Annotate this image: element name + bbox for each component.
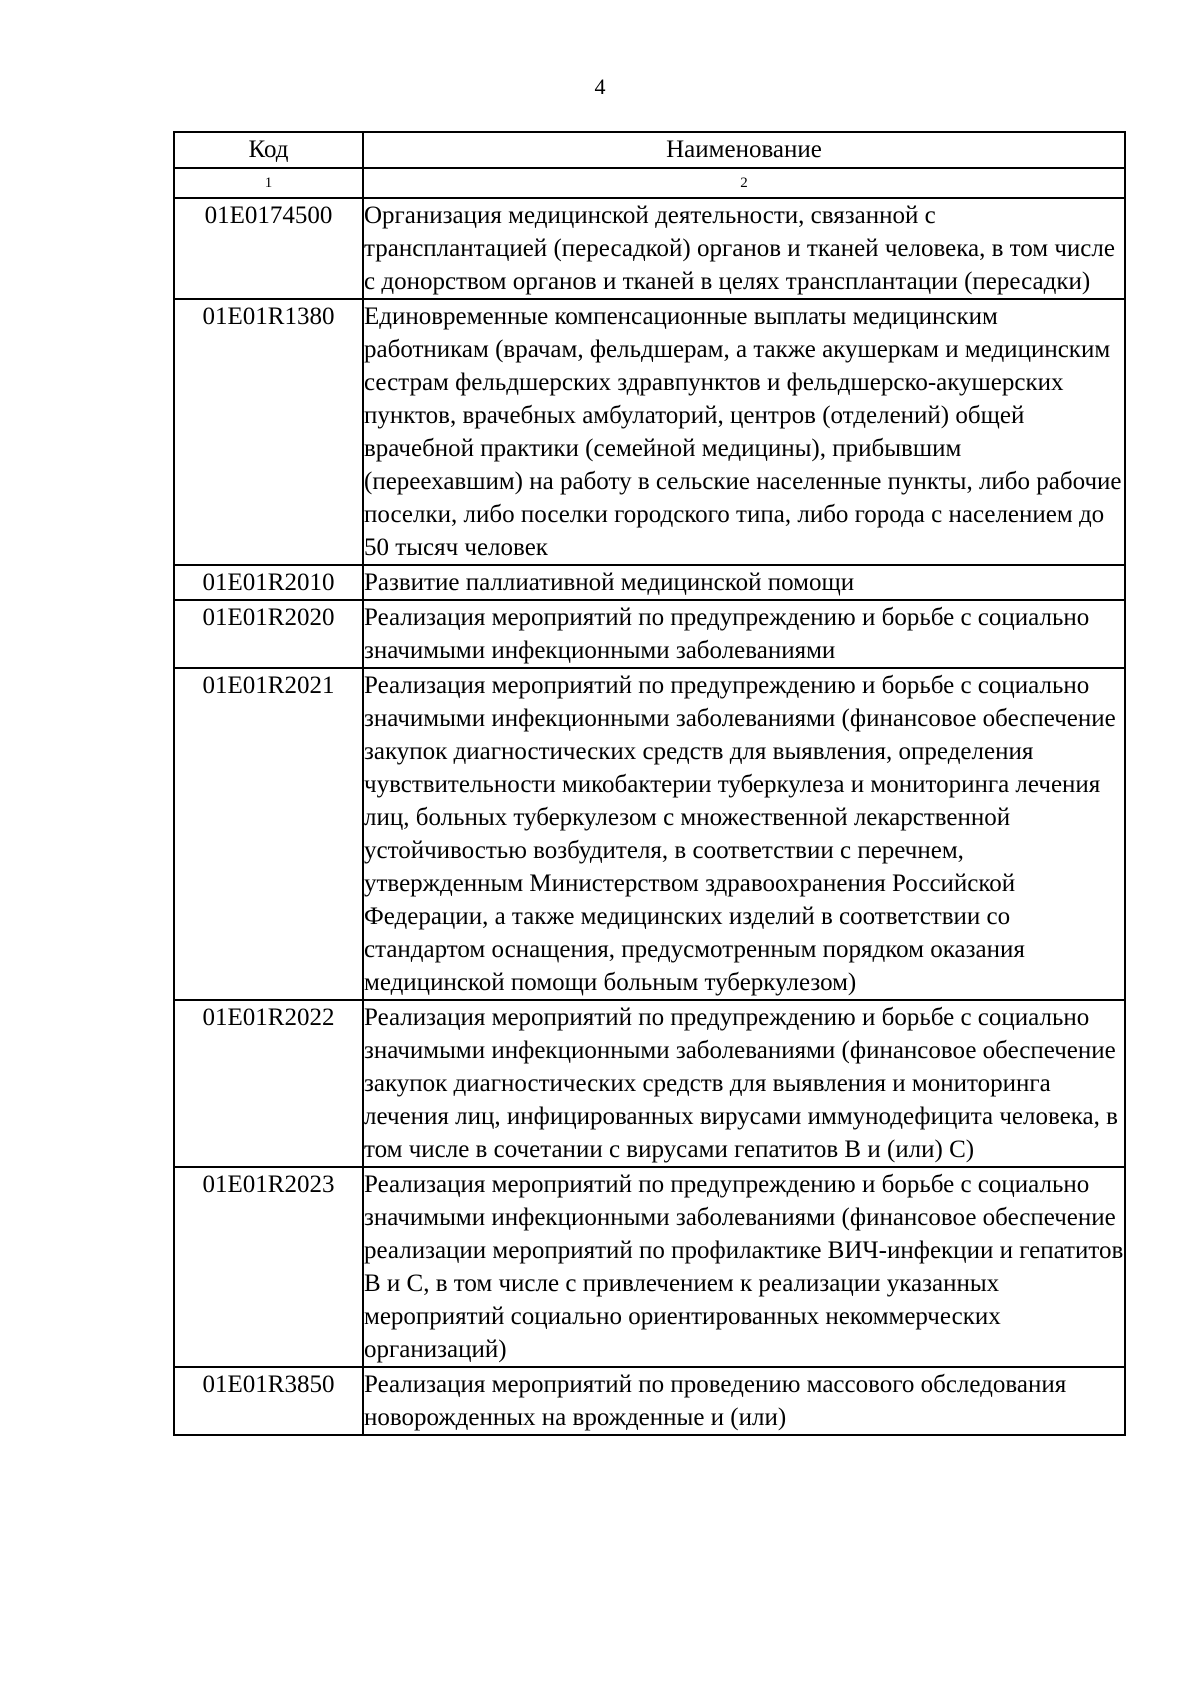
row-code: 01E01R2010 [174, 565, 363, 600]
table-row [174, 565, 1125, 600]
row-name: Реализация мероприятий по предупреждению и борьбе с социально значимыми инфекционными заболеваниями (финансовое обеспечение закупок диагностических средств для выявления и мониторинга лечения лиц, инфицированных вирусами иммунодефицита человека, в том числе в сочетании с вирусами гепатитов В и (или) С) [363, 1000, 1125, 1167]
header-name: Наименование [363, 132, 1125, 168]
page-number: 4 [594, 74, 606, 99]
table-row [174, 1167, 1125, 1367]
table-row [174, 299, 1125, 565]
row-code: 01E01R2020 [174, 600, 363, 668]
code-table [173, 131, 1126, 1436]
table-row [174, 600, 1125, 668]
row-name: Реализация мероприятий по проведению массового обследования новорожденных на врожденные и (или) [363, 1367, 1125, 1435]
header-code: Код [174, 132, 363, 168]
column-index-code: 1 [174, 168, 363, 198]
table-row [174, 668, 1125, 1000]
row-code: 01E01R2021 [174, 668, 363, 1000]
row-code: 01E01R3850 [174, 1367, 363, 1435]
table-row [174, 198, 1125, 299]
row-code: 01E01R1380 [174, 299, 363, 565]
column-index-row [174, 168, 1125, 198]
row-name: Реализация мероприятий по предупреждению и борьбе с социально значимыми инфекционными заболеваниями (финансовое обеспечение закупок диагностических средств для выявления, определения чувствительности микобактерии туберкулеза и мониторинга лечения лиц, больных туберкулезом с множественной лекарственной устойчивостью возбудителя, в соответствии с перечнем, утвержденным Министерством здравоохранения Российской Федерации, а также медицинских изделий в соответствии со стандартом оснащения, предусмотренным порядком оказания медицинской помощи больным туберкулезом) [363, 668, 1125, 1000]
row-code: 01E0174500 [174, 198, 363, 299]
header-row [174, 132, 1125, 168]
row-name: Реализация мероприятий по предупреждению и борьбе с социально значимыми инфекционными заболеваниями (финансовое обеспечение реализации мероприятий по профилактике ВИЧ-инфекции и гепатитов В и С, в том числе с привлечением к реализации указанных мероприятий социально ориентированных некоммерческих организаций) [363, 1167, 1125, 1367]
row-name: Реализация мероприятий по предупреждению и борьбе с социально значимыми инфекционными заболеваниями [363, 600, 1125, 668]
row-code: 01E01R2022 [174, 1000, 363, 1167]
row-name: Единовременные компенсационные выплаты медицинским работникам (врачам, фельдшерам, а также акушеркам и медицинским сестрам фельдшерских здравпунктов и фельдшерско-акушерских пунктов, врачебных амбулаторий, центров (отделений) общей врачебной практики (семейной медицины), прибывшим (переехавшим) на работу в сельские населенные пункты, либо рабочие поселки, либо поселки городского типа, либо города с населением до 50 тысяч человек [363, 299, 1125, 565]
column-index-name: 2 [363, 168, 1125, 198]
row-code: 01E01R2023 [174, 1167, 363, 1367]
table-row [174, 1000, 1125, 1167]
table-row [174, 1367, 1125, 1435]
row-name: Развитие паллиативной медицинской помощи [363, 565, 1125, 600]
row-name: Организация медицинской деятельности, связанной с трансплантацией (пересадкой) органов и тканей человека, в том числе с донорством органов и тканей в целях трансплантации (пересадки) [363, 198, 1125, 299]
